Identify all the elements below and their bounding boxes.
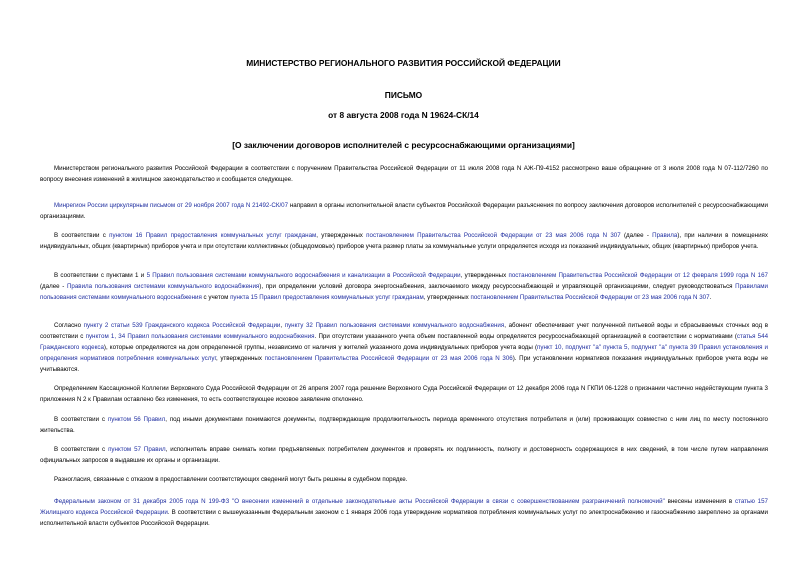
link-rules[interactable]: Правила (652, 232, 678, 239)
link-rules-p56[interactable]: пунктом 56 Правил (107, 416, 166, 423)
text-segment: В соответствии с (54, 232, 110, 239)
text-segment: , утвержденных (423, 294, 471, 301)
link-decree-167[interactable]: постановлением Правительства Российской Федерации от 12 февраля 1999 года N 167 (508, 272, 768, 279)
link-housing-code-157[interactable]: статью 157 Жилищного кодекса Российской Федерации (40, 498, 768, 516)
text-segment: . (709, 294, 712, 301)
doc-type-heading: ПИСЬМО (384, 90, 423, 100)
paragraph-2 (40, 200, 768, 222)
paragraph-9-text: Разногласия, связанные с отказом в предоставлении соответствующих сведений могут быть решены в судебном порядке. (54, 476, 408, 483)
paragraph-6-text: Определением Кассационной Коллегии Верховного Суда Российской Федерации от 26 апреля 2007 года решение Верховного Суда Российской Федерации от 12 декабря 2006 года N ГКПИ 06-1228 о признании частично недействующим пункта 3 приложения N 2 к Правилам оставлено без изменения, то есть соответствующее исковое заявление отклонено. (40, 385, 768, 403)
link-water-rules-p32[interactable]: пункту 32 Правил пользования системами коммунального водоснабжения (284, 322, 505, 329)
text-segment: ), которые определяются на дом определенной группы, независимо от наличия у жителей указанного дома индивидуальных приборов учета воды ( (103, 344, 538, 351)
link-decree-307-2[interactable]: постановлением Правительства Российской Федерации от 23 мая 2006 года N 307 (470, 294, 710, 301)
paragraph-7 (40, 414, 768, 436)
text-segment: , исполнитель вправе снимать копии предъявляемых потребителем документов и проверять их подлинность, полноту и достоверность содержащихся в них сведений, в том числе путем направления официальных запросов в выдавшие их органы и организации. (40, 446, 769, 464)
link-circular-letter[interactable]: Минрегион России циркулярным письмом от 29 ноября 2007 года N 21492-СК/07 (54, 202, 289, 209)
link-civil-code-544[interactable]: статья 544 Гражданского кодекса (40, 333, 769, 351)
text-segment: . В соответствии с вышеуказанным Федеральным законом с 1 января 2006 года утверждение нормативов потребления коммунальных услуг по электроснабжению и газоснабжению закреплено за органами исполнительной власти субъектов Российской Федерации. (40, 509, 769, 527)
text-segment: ), при наличии в помещениях индивидуальных, общих (квартирных) приборов учета и при отсутствии коллективных (общедомовых) приборов учета размер платы за коммунальные услуги определяется исходя из показаний индивидуальных, общих (квартирных) приборов учета. (40, 232, 768, 250)
link-water-rules[interactable]: Правила пользования системами коммунального водоснабжения (66, 283, 260, 290)
link-decree-306[interactable]: постановлением Правительства Российской Федерации от 23 мая 2006 года N 306 (264, 355, 513, 362)
link-water-rules-p5[interactable]: 5 Правил пользования системами коммунального водоснабжения и канализации в Российской Федерации (146, 272, 461, 279)
text-segment: , абонент обеспечивает учет полученной питьевой воды и сбрасываемых сточных вод в соответствии с (40, 322, 768, 340)
text-segment: , (280, 322, 285, 329)
text-segment: , утвержденных (215, 355, 265, 362)
link-water-rules-p1-34[interactable]: пунктом 1, 34 Правил пользования системами коммунального водоснабжения (85, 333, 315, 340)
ministry-heading: МИНИСТЕРСТВО РЕГИОНАЛЬНОГО РАЗВИТИЯ РОССИЙСКОЙ ФЕДЕРАЦИИ (246, 58, 561, 68)
paragraph-2-text: направил в органы исполнительной власти субъектов Российской Федерации разъяснения по вопросу заключения договоров исполнителей с ресурсоснабжающими организациями. (40, 202, 769, 220)
paragraph-10 (40, 496, 768, 529)
link-norm-rules[interactable]: пункт 10, подпункт "а" пункта 5, подпункт "а" пункта 39 Правил установления и определения нормативов потребления коммунальных услуг (40, 344, 769, 362)
doc-subject-heading: [О заключении договоров исполнителей с ресурсоснабжающими организациями] (232, 140, 575, 150)
paragraph-3 (40, 230, 768, 252)
text-segment: (далее - (620, 232, 653, 239)
paragraph-8 (40, 444, 768, 466)
text-segment: , под иными документами понимаются документы, подтверждающие продолжительность периода временного отсутствия потребителя и (или) проживающих совместно с ним лиц по месту постоянного жительства. (40, 416, 768, 434)
text-segment: ). При установлении нормативов показания индивидуальных приборов учета воды не учитываются. (40, 355, 768, 373)
text-segment: В соответствии с (54, 416, 108, 423)
link-federal-law-199[interactable]: Федеральным законом от 31 декабря 2005 года N 199-ФЗ "О внесении изменений в отдельные законодательные акты Российской Федерации в связи с совершенствованием разграничений полномочий" (54, 498, 665, 505)
link-civil-code-539[interactable]: пункту 2 статьи 539 Гражданского кодекса Российской Федерации (83, 322, 281, 329)
paragraph-1-text: Министерством регионального развития Российской Федерации в соответствии с поручением Правительства Российской Федерации от 11 июля 2008 года N АЖ-П9-4152 рассмотрено ваше обращение от 3 июля 2008 года N 07-112/7260 по вопросу внесения изменений в жилищное законодательство и сообщается следующее. (40, 165, 768, 183)
link-decree-307[interactable]: постановлением Правительства Российской Федерации от 23 мая 2006 года N 307 (366, 232, 621, 239)
paragraph-9 (40, 474, 768, 485)
paragraph-6 (40, 383, 768, 405)
text-segment: ), при определении условий договора энергоснабжения, заключаемого между ресурсоснабжающей и управляющей организациями, следует руководствоваться (259, 283, 736, 290)
link-rules-p16[interactable]: пунктом 16 Правил предоставления коммунальных услуг гражданам (109, 232, 317, 239)
text-segment: . При отсутствии указанного учета объем поставленной воды определяется ресурсоснабжающей организацией в соответствии с нормативами ( (314, 333, 737, 340)
text-segment: Согласно (54, 322, 84, 329)
text-segment: В соответствии с (54, 446, 109, 453)
paragraph-1 (40, 163, 768, 185)
paragraph-5 (40, 320, 768, 375)
link-rules-p15[interactable]: пункта 15 Правил предоставления коммунальных услуг гражданам (230, 294, 424, 301)
text-segment: внесены изменения в (664, 498, 735, 505)
text-segment: В соответствии с пунктами 1 и (54, 272, 147, 279)
text-segment: (далее - (40, 283, 67, 290)
link-rules-p57[interactable]: пунктом 57 Правил (108, 446, 166, 453)
text-segment: с учетом (201, 294, 231, 301)
link-water-rules-2[interactable]: Правилами пользования системами коммунального водоснабжения (40, 283, 768, 301)
text-segment: , утвержденных (316, 232, 367, 239)
text-segment: , утвержденных (460, 272, 509, 279)
paragraph-4 (40, 270, 768, 303)
doc-date-heading: от 8 августа 2008 года N 19624-СК/14 (328, 110, 479, 120)
